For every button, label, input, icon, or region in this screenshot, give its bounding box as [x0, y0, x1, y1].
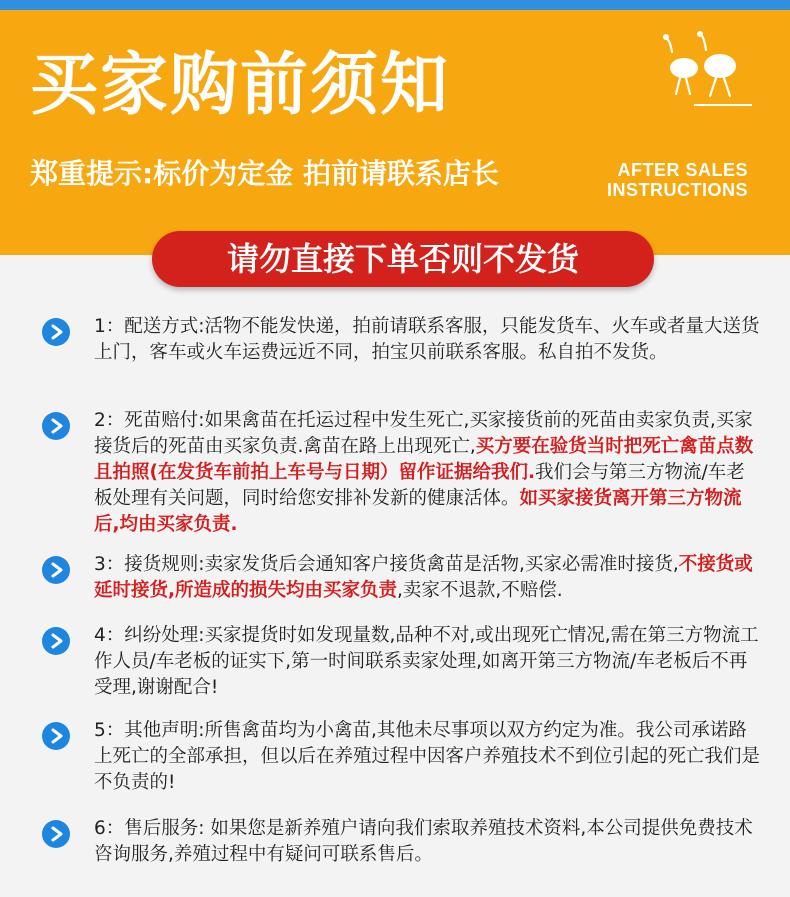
play-bullet-icon [42, 412, 70, 440]
play-bullet-icon [42, 556, 70, 584]
item-highlight: 买方要在验货当时把死亡禽苗点数且拍照(在发货车前拍上车号与日期）留作证据给我们. [94, 436, 754, 483]
item-text [94, 408, 762, 538]
play-bullet-icon [42, 722, 70, 750]
after-sales-line2: INSTRUCTIONS [607, 180, 748, 200]
item-text-part: 1：配送方式:活物不能发快递，拍前请联系客服，只能发货车、火车或者量大送货上门，客车或火车运费远近不同，拍宝贝前联系客服。私自拍不发货。 [94, 316, 760, 363]
item-text [94, 552, 762, 604]
after-sales-line1: AFTER SALES [617, 160, 748, 180]
play-bullet-icon [42, 820, 70, 848]
item-text [94, 816, 762, 868]
top-accent-bar [0, 0, 790, 10]
item-highlight: 如买家接货离开第三方物流后,均由买家负责. [94, 488, 742, 535]
item-text-part: 3：接货规则:卖家发货后会通知客户接货禽苗是活物,买家必需准时接货, [94, 554, 679, 575]
item-highlight: 不接货或延时接货,所造成的损失均由买家负责 [94, 554, 753, 601]
item-text [94, 314, 762, 366]
item-text-part: 5：其他声明:所售禽苗均为小禽苗,其他未尽事项以双方约定为准。我公司承诺路上死亡的全部承担，但以后在养殖过程中因客户养殖技术不到位引起的死亡我们是不负责的! [94, 720, 761, 793]
item-text [94, 623, 762, 701]
ostrich-icon [658, 30, 754, 110]
warning-banner: 请勿直接下单否则不发货 [152, 231, 654, 287]
important-notice: 郑重提示:标价为定金 拍前请联系店长 [30, 157, 499, 190]
after-sales-label [607, 160, 748, 200]
item-text [94, 718, 762, 796]
item-text-part: 6：售后服务: 如果您是新养殖户请向我们索取养殖技术资料,本公司提供免费技术咨询服务,养殖过程中有疑问可联系售后。 [94, 818, 753, 865]
item-text-part: 2：死苗赔付:如果禽苗在托运过程中发生死亡,买家接货前的死苗由卖家负责,买家接货后的死苗由买家负责.禽苗在路上出现死亡, [94, 410, 753, 457]
item-text-part: 4：纠纷处理:买家提货时如发现量数,品种不对,或出现死亡情况,需在第三方物流工作人员/车老板的证实下,第一时间联系卖家处理,如离开第三方物流/车老板后不再受理,谢谢配合! [94, 625, 759, 698]
item-text-part: 我们会与第三方物流/车老板处理有关问题，同时给您安排补发新的健康活体。 [94, 462, 745, 509]
play-bullet-icon [42, 318, 70, 346]
play-bullet-icon [42, 627, 70, 655]
page-title: 买家购前须知 [30, 46, 451, 125]
item-text-part: ,卖家不退款,不赔偿. [397, 580, 563, 601]
